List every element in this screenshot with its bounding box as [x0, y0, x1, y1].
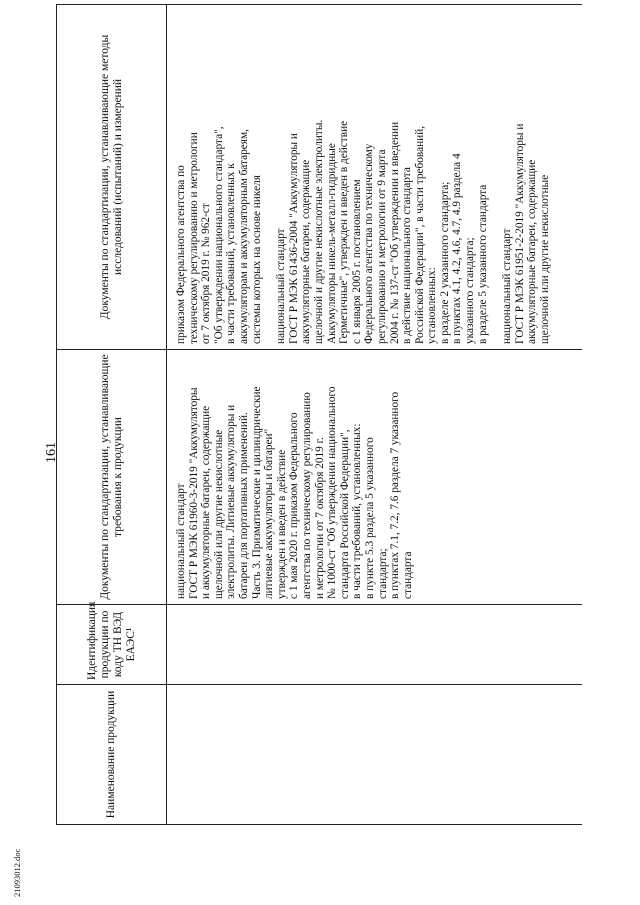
- text-line: аккумуляторные батареи, содержащие: [526, 159, 539, 344]
- text-line: установленных:: [426, 267, 439, 344]
- text-line: национальный стандарт: [501, 228, 514, 344]
- text-line: стандарта Российской Федерации",: [338, 429, 351, 599]
- text-line: ГОСТ Р МЭК 61436-2004 "Аккумуляторы и: [287, 133, 300, 344]
- header-product-name: Наименование продукции: [57, 685, 167, 825]
- text-line: в пунктах 4.1, 4.2, 4.6, 4.7, 4.9 раздела 4: [451, 153, 464, 344]
- text-line: Герметичные", утвержден и введен в действие: [338, 120, 351, 344]
- text-line: стандарта: [401, 551, 414, 599]
- text-line: от 7 октября 2019 г. № 962-ст: [200, 203, 213, 344]
- page-number: 161: [44, 442, 59, 463]
- text-line: в пункте 5.3 раздела 5 указанного: [363, 437, 376, 599]
- text-line: Федерального агентства по техническому: [363, 143, 376, 344]
- table-header-row: [57, 5, 167, 825]
- text-line: в разделе 2 указанного стандарта;: [438, 181, 451, 344]
- text-line: техническому регулированию и метрологии: [187, 132, 200, 344]
- cell-product-code: [167, 605, 583, 685]
- text-line: приказом Федерального агентства по: [175, 165, 187, 344]
- text-line: агентства по техническому регулированию: [300, 392, 313, 599]
- text-line: в пунктах 7.1, 7.2, 7.6 раздела 7 указанного: [389, 391, 402, 599]
- text-line: регулированию и метрологии от 9 марта: [375, 149, 388, 344]
- text-line: "Об утверждении национального стандарта",: [212, 126, 225, 344]
- cell-product-name: [167, 685, 583, 825]
- standards-table: [56, 4, 582, 825]
- text-line: ГОСТ Р МЭК 61951-2-2019 "Аккумуляторы и: [513, 123, 526, 344]
- cell-methods-docs: [167, 5, 583, 350]
- text-line: системы которых на основе никеля: [250, 175, 263, 344]
- header-requirements-docs: Документы по стандартизации, устанавливающие требования к продукции: [57, 350, 167, 605]
- text-line: щелочной или другие некислотные: [539, 174, 552, 344]
- text-line: стандарта;: [376, 548, 389, 599]
- text-line: электролиты. Литиевые аккумуляторы и: [225, 404, 238, 599]
- text-line: в части требований, установленных:: [351, 423, 364, 599]
- document-code: 21093012.doc: [12, 848, 22, 897]
- text-line: 2004 г. № 137-ст "Об утверждении и введении: [388, 121, 401, 344]
- text-line: национальный стандарт: [175, 483, 187, 599]
- text-line: Российской Федерации", в части требований,: [413, 125, 426, 344]
- cell-requirements-docs: [167, 350, 583, 605]
- text-line: с 1 января 2005 г. постановлением: [350, 179, 363, 344]
- text-line: в действие национального стандарта: [401, 167, 414, 344]
- text-line: указанного стандарта;: [464, 237, 477, 344]
- text-line: щелочной или другие некислотные: [212, 429, 225, 599]
- text-line: с 1 мая 2020 г. приказом Федерального: [288, 412, 301, 599]
- text-line: национальный стандарт: [275, 228, 288, 344]
- text-line: щелочной и другие некислотные электролиты.: [312, 119, 325, 344]
- table-row: [167, 5, 583, 825]
- text-line: № 1000-ст "Об утверждении национального: [326, 386, 339, 599]
- text-line: ГОСТ Р МЭК 61960-3-2019 "Аккумуляторы: [187, 387, 200, 599]
- text-line: Аккумуляторы никель-металл-гидридные: [325, 143, 338, 344]
- header-methods-docs: Документы по стандартизации, устанавливающие методы исследований (испытаний) и измерений: [57, 5, 167, 350]
- text-line: батареи для портативных применений.: [237, 412, 250, 599]
- header-product-code: Идентификация продукции по коду ТН ВЭД ЕАЭС¹: [57, 605, 167, 685]
- text-line: и аккумуляторные батареи, содержащие: [200, 405, 213, 599]
- text-line: Часть 3. Призматические и цилиндрические: [250, 386, 263, 599]
- text-line: в разделе 5 указанного стандарта: [476, 184, 489, 344]
- text-line: утвержден и введен в действие: [275, 449, 288, 599]
- text-line: в части требований, установленных к: [225, 163, 238, 344]
- text-line: аккумуляторам и аккумуляторным батареям,: [237, 129, 250, 344]
- text-line: и метрологии от 7 октября 2019 г.: [313, 437, 326, 599]
- text-line: аккумуляторные батареи, содержащие: [300, 159, 313, 344]
- text-line: литиевые аккумуляторы и батареи": [263, 428, 276, 599]
